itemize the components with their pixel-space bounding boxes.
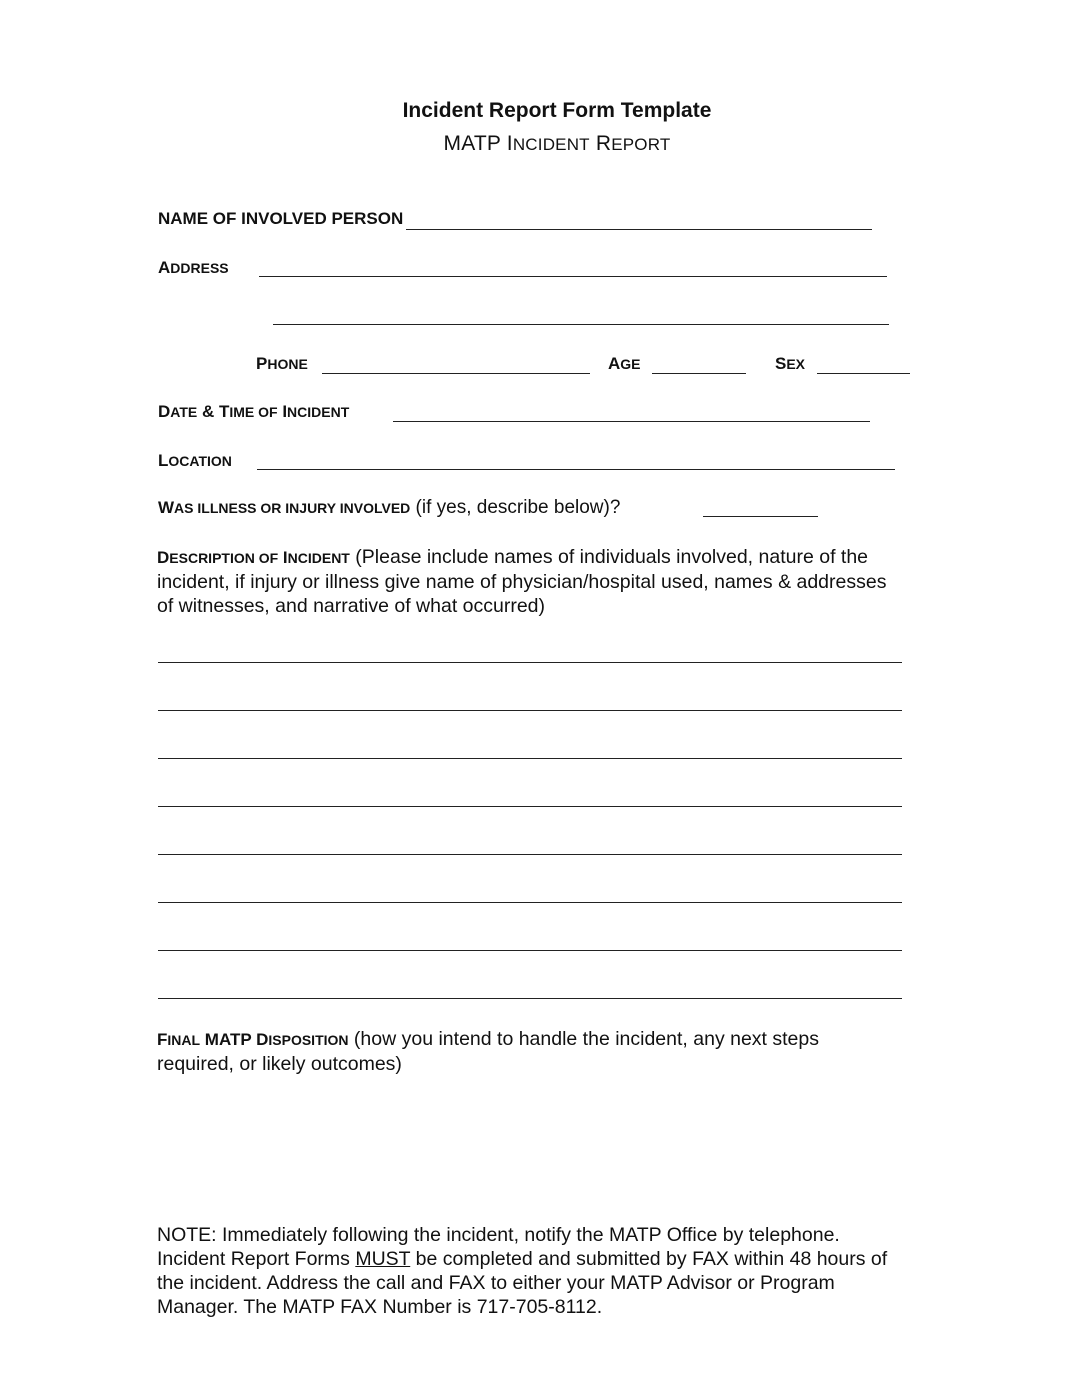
sex-field[interactable] [817,373,910,374]
phone-label: PHONE [256,354,308,373]
address-field-line-2[interactable] [273,324,889,325]
sex-label: SEX [775,354,806,373]
age-field[interactable] [652,373,746,374]
description-instructions: DESCRIPTION OF INCIDENT (Please include names of individuals involved, nature of the incident, if injury or illness give name of physician/hospital used, names & addresses of witnesses, and narrative of what occurred) [157,546,887,617]
illness-field[interactable] [703,516,818,517]
description-line-8[interactable] [158,998,902,999]
description-line-1[interactable] [158,662,902,663]
description-line-7[interactable] [158,950,902,951]
address-field-line-1[interactable] [259,276,887,277]
location-label: LOCATION [158,451,232,470]
illness-label: WAS ILLNESS OR INJURY INVOLVED (if yes, describe below)? [158,497,621,518]
name-label: NAME OF INVOLVED PERSON [158,209,404,228]
description-line-5[interactable] [158,854,902,855]
form-subtitle: MATP INCIDENT REPORT [443,132,671,155]
description-line-6[interactable] [158,902,902,903]
description-line-4[interactable] [158,806,902,807]
note-paragraph: NOTE: Immediately following the incident, notify the MATP Office by telephone. Incident Report Forms MUST be completed and submitted by FAX within 48 hours of the incident. Address the call and FAX to either your MATP Advisor or Program Manager. The MATP FAX Number is 717-705-8112. [157,1224,888,1318]
datetime-field[interactable] [393,421,870,422]
disposition-instructions: FINAL MATP DISPOSITION (how you intend to handle the incident, any next steps required, or likely outcomes) [157,1028,819,1075]
location-field[interactable] [257,469,895,470]
description-line-2[interactable] [158,710,902,711]
must-emphasis: MUST [355,1248,411,1270]
description-line-3[interactable] [158,758,902,759]
address-label: ADDRESS [158,258,229,277]
datetime-label: DATE & TIME OF INCIDENT [158,402,350,421]
name-field[interactable] [406,229,872,230]
phone-field[interactable] [322,373,590,374]
age-label: AGE [608,354,641,373]
form-title: Incident Report Form Template [402,99,712,122]
